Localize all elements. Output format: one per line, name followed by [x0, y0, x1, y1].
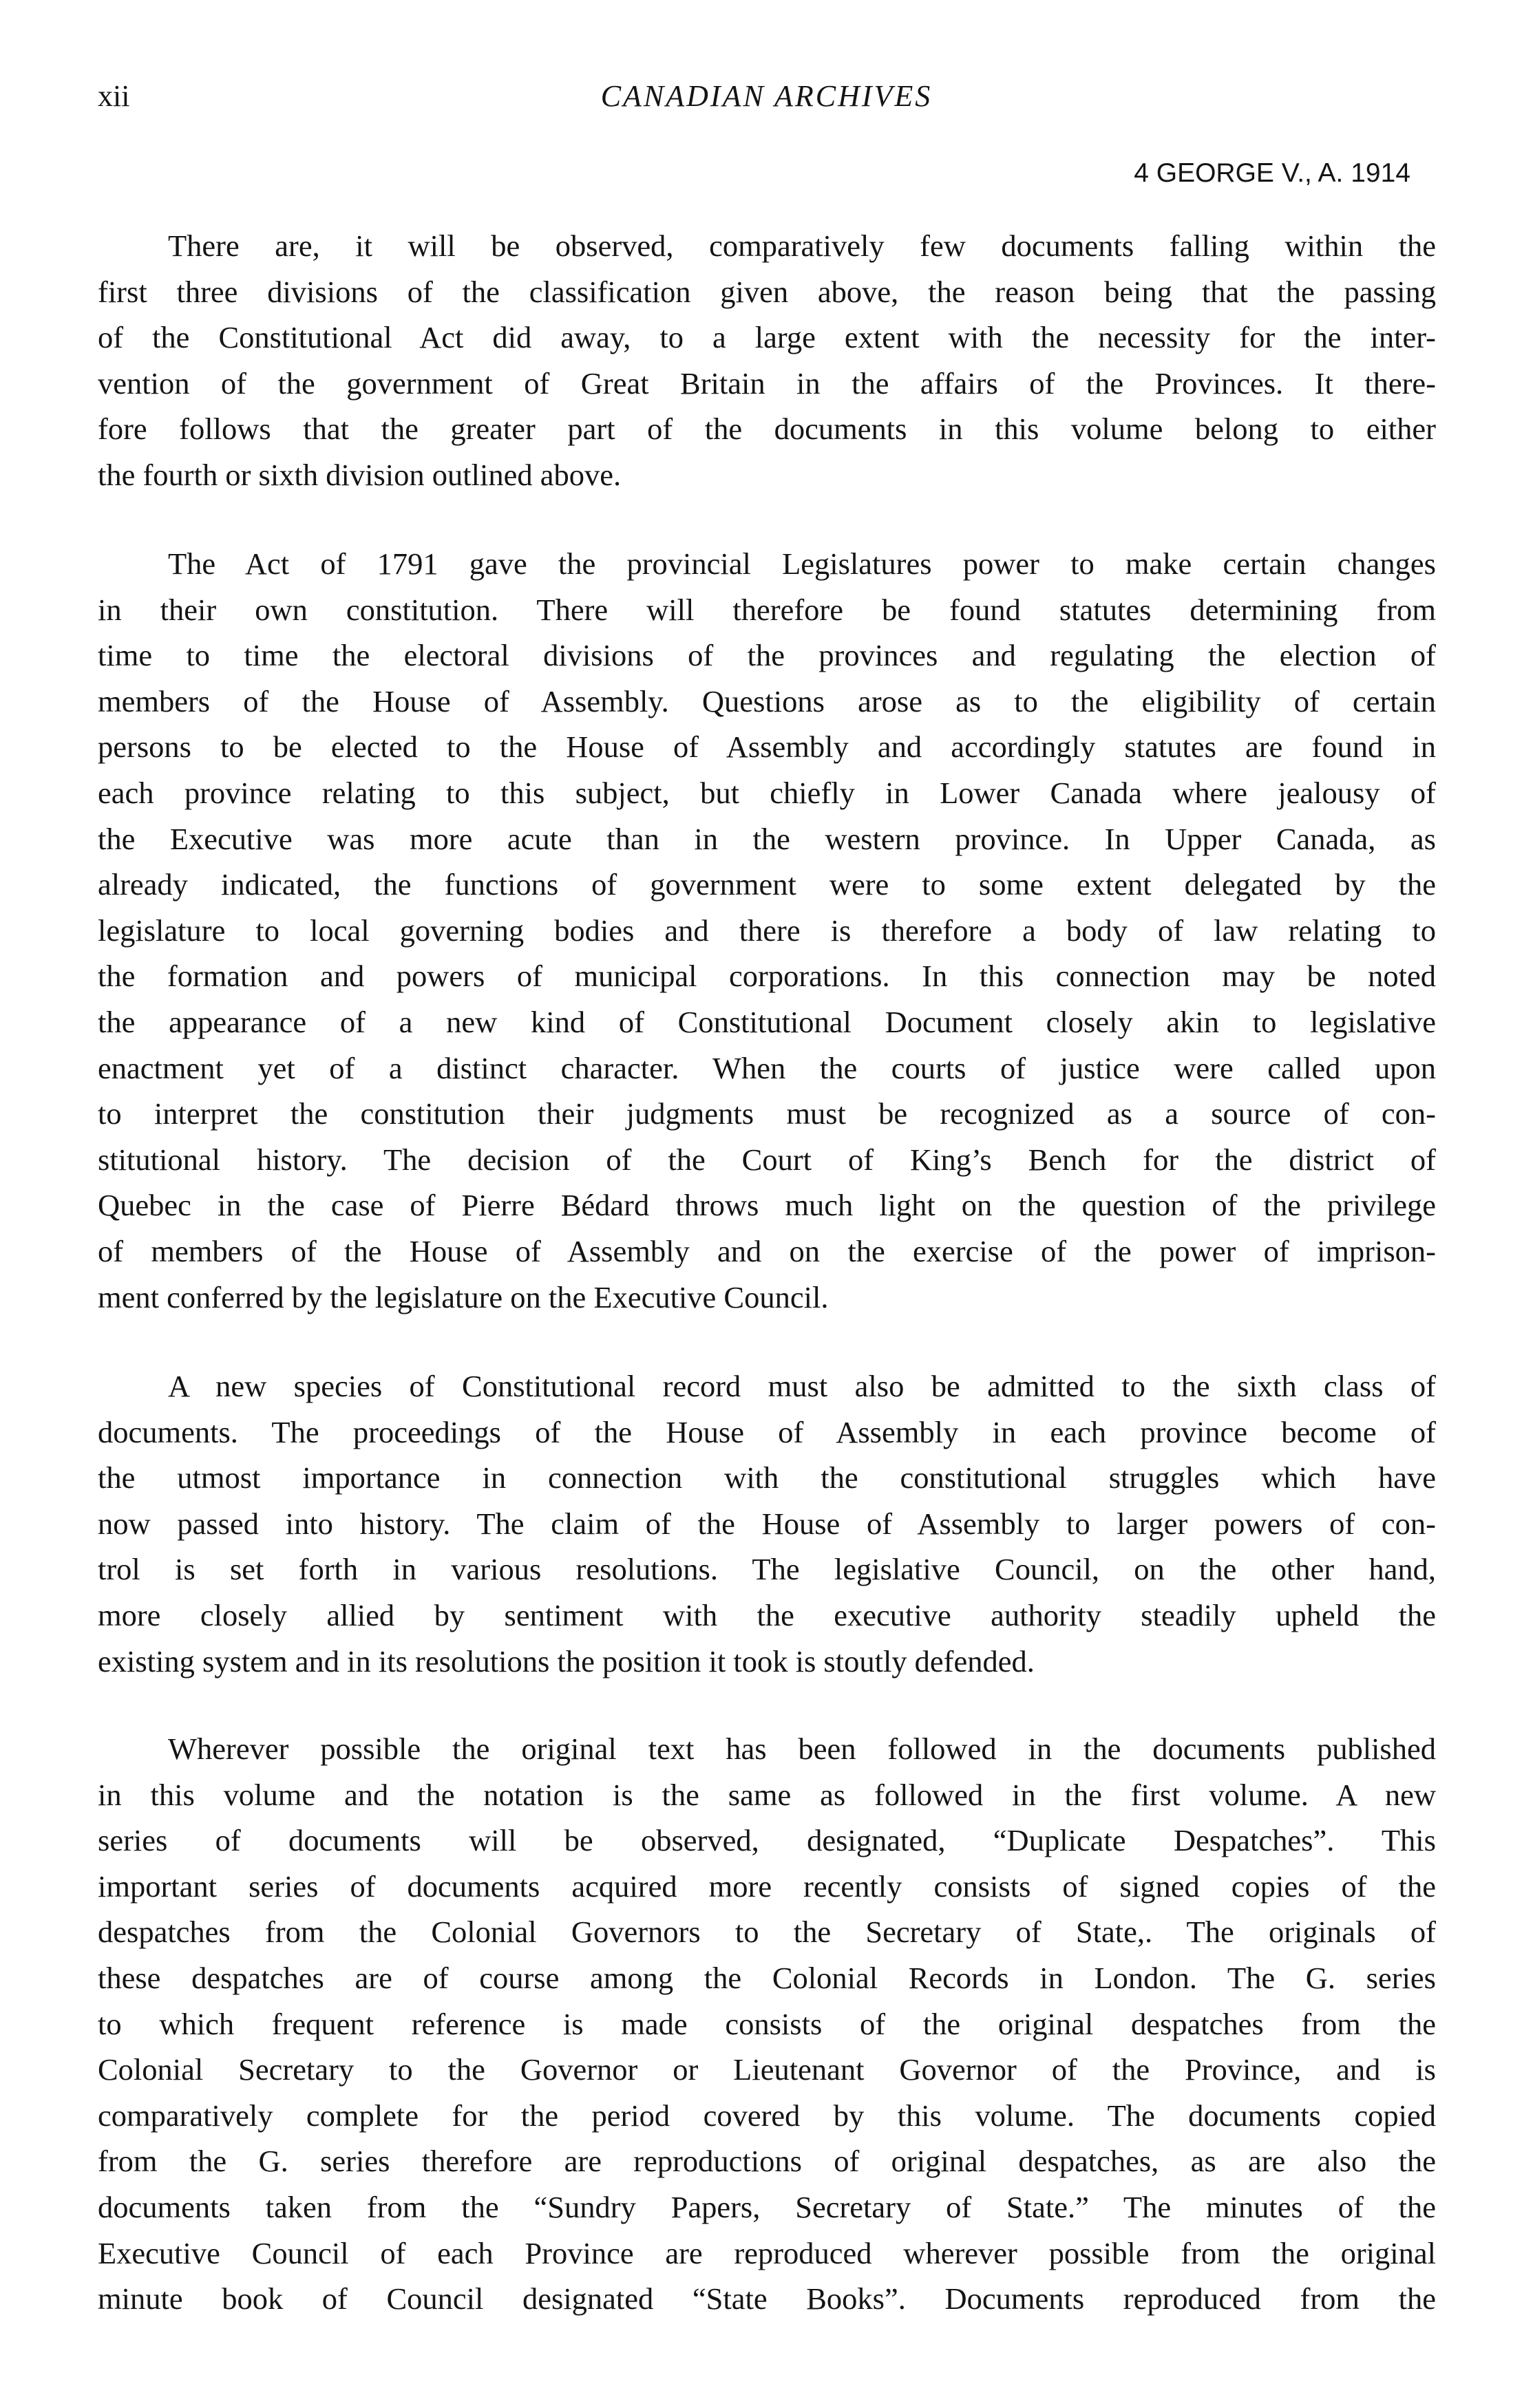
- paragraph-3: [98, 1363, 1436, 1684]
- page-number: xii: [98, 79, 130, 113]
- text-line: of members of the House of Assembly and on the exercise of the power of imprison-: [98, 1233, 1436, 1268]
- paragraph-4: [98, 1726, 1436, 2322]
- text-line: despatches from the Colonial Governors to the Secretary of State,. The originals of: [98, 1915, 1436, 1950]
- session-label: 4 GEORGE V., A. 1914: [1134, 158, 1410, 188]
- text-line: existing system and in its resolutions the position it took is stoutly defended.: [98, 1643, 1035, 1679]
- text-line: documents. The proceedings of the House of Assembly in each province become of: [98, 1414, 1436, 1449]
- text-line: each province relating to this subject, but chiefly in Lower Canada where jealousy of: [98, 775, 1436, 810]
- text-line: from the G. series therefore are reproductions of original despatches, as are also the: [98, 2144, 1436, 2179]
- text-line: A new species of Constitutional record must also be admitted to the sixth class of: [168, 1369, 1436, 1403]
- text-line: to interpret the constitution their judgments must be recognized as a source of con-: [98, 1096, 1436, 1131]
- paragraph-1: [98, 223, 1436, 498]
- text-line: stitutional history. The decision of the Court of King’s Bench for the district of: [98, 1142, 1436, 1177]
- text-line: fore follows that the greater part of the documents in this volume belong to either: [98, 412, 1436, 447]
- text-line: first three divisions of the classification given above, the reason being that the passing: [98, 274, 1436, 309]
- text-line: ment conferred by the legislature on the Executive Council.: [98, 1279, 829, 1314]
- paragraph-2: [98, 541, 1436, 1320]
- text-line: the utmost importance in connection with the constitutional struggles which have: [98, 1460, 1436, 1495]
- text-line: Executive Council of each Province are reproduced wherever possible from the original: [98, 2235, 1436, 2270]
- text-line: important series of documents acquired more recently consists of signed copies of the: [98, 1868, 1436, 1904]
- text-line: Wherever possible the original text has been followed in the documents published: [168, 1732, 1436, 1766]
- text-line: in their own constitution. There will therefore be found statutes determining from: [98, 592, 1436, 627]
- text-line: persons to be elected to the House of Assembly and accordingly statutes are found in: [98, 729, 1436, 765]
- text-line: to which frequent reference is made consists of the original despatches from the: [98, 2006, 1436, 2041]
- text-line: comparatively complete for the period covered by this volume. The documents copied: [98, 2098, 1436, 2133]
- text-line: The Act of 1791 gave the provincial Legislatures power to make certain changes: [168, 546, 1436, 581]
- text-line: Colonial Secretary to the Governor or Lieutenant Governor of the Province, and is: [98, 2052, 1436, 2087]
- text-line: the formation and powers of municipal corporations. In this connection may be noted: [98, 959, 1436, 994]
- text-line: members of the House of Assembly. Questions arose as to the eligibility of certain: [98, 683, 1436, 718]
- text-line: the Executive was more acute than in the western province. In Upper Canada, as: [98, 821, 1436, 856]
- text-line: in this volume and the notation is the same as followed in the first volume. A new: [98, 1777, 1436, 1812]
- text-line: the appearance of a new kind of Constitutional Document closely akin to legislative: [98, 1004, 1436, 1039]
- text-line: enactment yet of a distinct character. When the courts of justice were called upon: [98, 1050, 1436, 1085]
- text-line: the fourth or sixth division outlined above.: [98, 457, 622, 492]
- text-line: these despatches are of course among the Colonial Records in London. The G. series: [98, 1960, 1436, 1995]
- text-line: series of documents will be observed, designated, “Duplicate Despatches”. This: [98, 1823, 1436, 1858]
- text-line: documents taken from the “Sundry Papers, Secretary of State.” The minutes of the: [98, 2189, 1436, 2224]
- text-line: vention of the government of Great Britain in the affairs of the Provinces. It there-: [98, 365, 1436, 401]
- text-line: of the Constitutional Act did away, to a large extent with the necessity for the inter-: [98, 320, 1436, 355]
- text-line: minute book of Council designated “State Books”. Documents reproduced from the: [98, 2281, 1436, 2316]
- text-line: already indicated, the functions of government were to some extent delegated by the: [98, 867, 1436, 902]
- text-line: time to time the electoral divisions of the provinces and regulating the election of: [98, 638, 1436, 673]
- text-line: There are, it will be observed, comparatively few documents falling within the: [168, 228, 1436, 263]
- running-title: CANADIAN ARCHIVES: [600, 79, 933, 113]
- text-line: trol is set forth in various resolutions. The legislative Council, on the other hand,: [98, 1552, 1436, 1587]
- text-line: more closely allied by sentiment with the executive authority steadily upheld the: [98, 1597, 1436, 1632]
- text-line: Quebec in the case of Pierre Bédard throws much light on the question of the privilege: [98, 1188, 1436, 1223]
- text-line: legislature to local governing bodies and there is therefore a body of law relating to: [98, 913, 1436, 948]
- text-line: now passed into history. The claim of the House of Assembly to larger powers of con-: [98, 1506, 1436, 1541]
